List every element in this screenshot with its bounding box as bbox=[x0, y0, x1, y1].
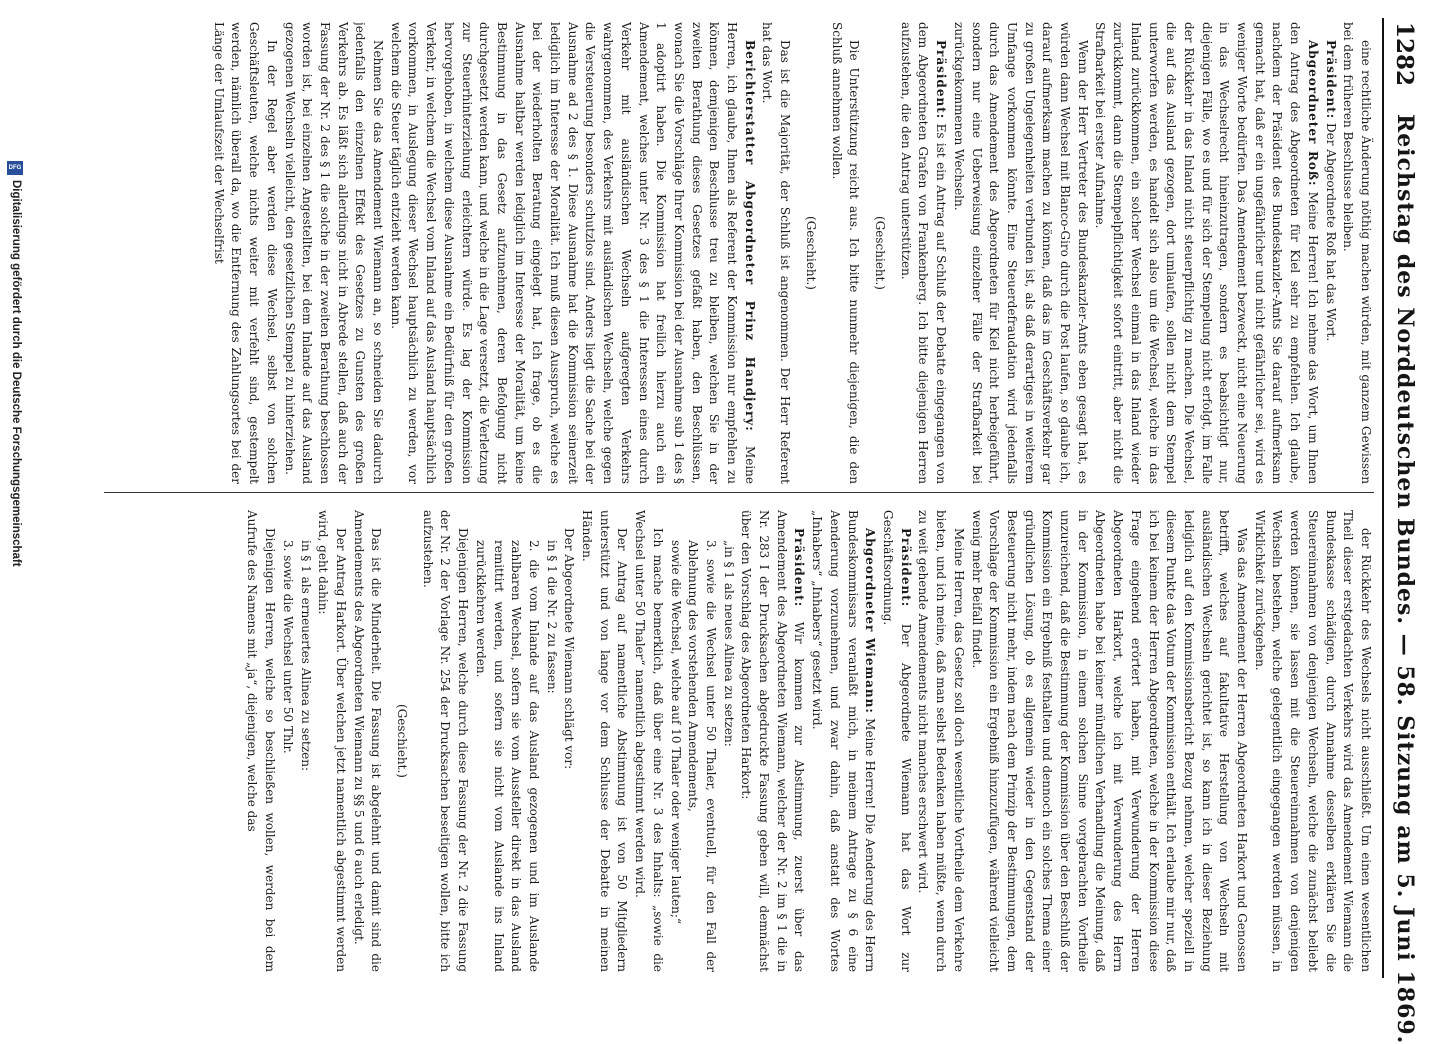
speaker-name: Präsident: bbox=[792, 528, 807, 608]
speaker-name: Präsident: bbox=[934, 40, 949, 120]
paragraph-text: Wir kommen zur Abstimmung, zuerst über das Amendement des Abgeordneten Wiemann, welcher der Nr. 2 im § 1 die in Nr. 283 I der Drucksachen abgedruckte Fassung geben will, demnächst über den Vorschlag des Abgeordneten Harkort: bbox=[739, 510, 807, 972]
paragraph bbox=[577, 510, 630, 972]
dfg-credit-line: Digitalisierung gefördert durch die Deutsche Forschungsgemeinschaft bbox=[10, 180, 22, 567]
paragraph-text: In der Regel aber werden diese Wechsel, selbst von solchen Geschäftsleuten, welche nichts weiter mit verfehlt sind, gestempelt werden, nämlich überall da, wo die Entfernung des Zahlungsortes bei der Länge der Umlaufszeit der Wechselfrist bbox=[211, 22, 279, 484]
paragraph bbox=[1250, 510, 1374, 972]
paragraph-text: (Geschieht.) bbox=[873, 216, 888, 290]
paragraph-text: Es ist ein Antrag auf Schluß der Debatte eingegangen von dem Abgeordneten Grafen von Frankenberg. Ich bitte diejenigen Herren aufzustehen, die den Antrag unterstützen. bbox=[898, 22, 949, 484]
speaker-name: Abgeordneter Roß: bbox=[1305, 40, 1320, 187]
paragraph bbox=[1339, 22, 1374, 484]
paragraph-text: Die Unterstützung reicht aus. Ich bitte nunmehr diejenigen, die den Schluß annehmen wollen. bbox=[829, 22, 862, 484]
paragraph-text: Der Abgeordnete Wiemann schlägt vor: bbox=[562, 528, 577, 770]
paragraph bbox=[870, 22, 888, 484]
paragraph-text: 3. sowie die Wechsel unter 50 Thaler, eventuell, für den Fall der Ablehnung des vorstehenden Amendements, bbox=[686, 540, 718, 972]
paragraph-text: Der Antrag auf namentliche Abstimmung ist von 50 Mitgliedern unterstützt und von lange vor dem Schlusse der Debatte in meinen Händen. bbox=[580, 510, 630, 972]
paragraph bbox=[808, 510, 879, 972]
paragraph-text: Nehmen Sie das Amendement Wiemann an, so schneiden Sie dadurch jedenfalls den einzelnen Effekt des Gesetzes zu Gunsten des großen Verkehrs ab. Es läßt sich allerdings nicht in Abrede stellen, daß auch der Fassung der Nr. 2 des § 1 die solche in der zweiten Berathung beschlossen worden ist, bei einzelnen Angestellten, bei dem Inlande auf das Ausland gezogenen Wechseln vielleicht, den gesetzlichen Stempel zu hinterziehen. bbox=[282, 22, 386, 484]
paragraph-text: in § 1 die Nr. 2 zu fassen: bbox=[544, 540, 559, 694]
paragraph bbox=[827, 22, 862, 484]
paragraph-text: Meine Herren! Die Aenderung des Herrn Bundeskommissars veranlaßt mich, in meinem Antrage zu § 6 eine Aenderung vorzunehmen, und zwar dahin, daß anstatt des Wortes „Inhabers“ „Inhabers“ gesetzt wird. bbox=[810, 510, 878, 972]
paragraph bbox=[349, 510, 384, 972]
paragraph bbox=[280, 22, 386, 484]
paragraph bbox=[542, 510, 560, 972]
paragraph-text: Meine Herren! Ich nehme das Wort, um Ihnen den Antrag des Abgeordneten für Kiel sehr zu empfehlen. Ich glaube, nachdem der Präsident des Bundeskanzler-Amts Sie darauf aufmerksam gemacht hat, daß er ein ungefährlicher und nicht gefährlicher sei, wird es weniger Worte bedürfen. Das Amendement bezweckt, nicht eine Neuerung in das Wechselrecht hineinzutragen, sondern es beabsichtigt nur, diejenigen Fälle, wo es und für sich der Stempelung nicht erfolgt, im Falle der Rückkehr in das Inland nicht steuerpflichtig zu machen. Die Wechsel, die auf das Ausland gezogen, dort umlaufen, sollen nicht dem Stempel unterworfen werden, es handelt sich also um die Wechsel, welche in das Inland zurückkommen, ein solcher Wechsel einmal in das Inland wieder zurückkommt, dann die Stempelpflichtigkeit sofort eintritt, aber nicht die Strafbarkeit bei erster Aufnahme. bbox=[1093, 22, 1320, 484]
page-header bbox=[1386, 18, 1424, 1044]
paragraph bbox=[278, 510, 296, 972]
paragraph bbox=[758, 22, 793, 484]
paragraph bbox=[949, 22, 1091, 484]
paragraph-text: (Geschieht.) bbox=[803, 216, 818, 290]
paragraph bbox=[209, 22, 280, 484]
paragraph bbox=[719, 510, 737, 972]
paragraph bbox=[243, 510, 278, 972]
running-title: Reichstag des Norddeutschen Bundes. — 58. Sitzung am 5. Juni 1869. bbox=[1392, 114, 1418, 1044]
paragraph bbox=[967, 510, 1250, 972]
column-divider bbox=[104, 492, 1374, 493]
paragraph-text: Das ist die Majorität, der Schluß ist angenommen. Der Herr Referent hat das Wort. bbox=[760, 22, 793, 484]
paragraph bbox=[878, 510, 913, 972]
paragraph-text: Meine Herren, das Gesetz soll doch wesentliche Vortheile dem Verkehre bieten, und ich meine, daß man selbst Bedenken haben müßte, wenn durch zu weit gehende Amendements nicht manches erschwert wird. bbox=[916, 510, 966, 972]
paragraph-text: Der Abgeordnete Roß hat das Wort. bbox=[1323, 123, 1338, 342]
paragraph bbox=[666, 510, 684, 972]
paragraph bbox=[386, 22, 758, 484]
paragraph bbox=[471, 510, 542, 972]
paragraph-text: Wenn der Herr Vertreter des Bundeskanzler-Amts eben gesagt hat, es würden dann Wechsel mit Blanco-Giro durch die Post laufen, so glaube ich, darauf aufmerksam machen zu können, daß das im Geschäftsverkehr gar zu großen Ungelegenheiten verbunden ist, als daß derartiges in weiterem Umfange vorkommen könnte. Eine Steuerdefraudation wird jedenfalls durch das Amendement des Abgeordneten für Kiel nicht herbeigeführt, sondern nur eine Ueberweisung einzelner Fälle der Strafbarkeit bei zurückgekommenen Wechseln. bbox=[951, 22, 1090, 484]
text-column-left bbox=[102, 22, 1374, 484]
paragraph-text: (Geschieht.) bbox=[395, 704, 410, 778]
paragraph bbox=[684, 510, 719, 972]
paragraph-text: eine rechtliche Änderung nöthig machen würden, mit ganzem Gewissen bei dem früheren Beschlusse bleiben. bbox=[1341, 22, 1373, 484]
paragraph-text: Ich mache bemerklich, daß über eine Nr. 3 des Inhalts: „sowie die Wechsel unter 50 Thaler“ namentlich abgestimmt werden wird. bbox=[633, 510, 665, 972]
paragraph bbox=[630, 510, 665, 972]
paragraph bbox=[418, 510, 471, 972]
paragraph bbox=[296, 510, 314, 972]
speaker-name: Präsident: bbox=[1323, 40, 1338, 120]
paragraph bbox=[914, 510, 967, 972]
speaker-name: Präsident: bbox=[898, 528, 913, 608]
paragraph bbox=[896, 22, 949, 484]
paragraph-text: Meine Herren, ich glaube, Ihnen als Referent der Kommission nur empfehlen zu können, demjenigen Beschlusse treu zu bleiben, welchen Sie in der zweiten Berathung dieses Gesetzes gefaßt haben, den Beschlüssen, wonach Sie die Vorschläge Ihrer Kommission bei der Ausnahme sub 1 des § 1 adoptirt haben. Die Kommission hat freilich hierzu auch ein Amendement, welches unter Nr. 3 des § 1 die Interessen eines durch Verkehr mit ausländischen Wechseln aufgeregten Verkehrs wahrgenommen, des Verkehrs mit ausländischen Wechseln, welche gegen die Versteuerung besonders schutzlos sind. Anders liegt die Sache bei der Ausnahme ad 2 des § 1. Diese Ausnahme hat die Kommission seinerzeit lediglich im Interesse der Moralität. Ich muß diesen Ausspruch, welche es bei der wiederholten Beratung eingelegt hat, Ich frage, ob es die Ausnahme haltbar werden lediglich im Interesse der Moralität, um keine Bestimmung in das Gesetz aufzunehmen, deren Befolgung nicht durchgesetzt werden kann, und welche in die Lage versetzt, die Verletzung zur Steuerhinterziehung erleichtern würde. Es lag der Kommission hervorgehoben, in welchem diese Ausnahme ein Bedürfniß für den großen Verkehr, in welchem die Wechsel vom Inland auf das Ausland hauptsächlich vorkommen, in Auslegung dieser Wechsel hauptsächlich zu werden, vor welchem die Steuer täglich entzieht werden kann. bbox=[388, 22, 757, 484]
text-column-right bbox=[102, 510, 1374, 972]
paragraph-text: Der Abgeordnete Wiemann hat das Wort zur Geschäftsordnung. bbox=[881, 510, 913, 972]
paragraph-text: Das ist die Minderheit. Die Fassung ist abgelehnt und damit sind die Amendements des Abgeordneten Wiemann zu §§ 5 und 6 auch erledigt. bbox=[351, 510, 384, 972]
paragraph-text: Diejenigen Herren, welche durch diese Fassung der Nr. 2 die Fassung der Nr. 2 der Vorlage Nr. 254 der Drucksachen beseitigen wollen, bitte ich aufzustehen. bbox=[420, 510, 471, 972]
page-number: 1282 bbox=[1391, 22, 1418, 87]
paragraph bbox=[801, 22, 819, 484]
paragraph-text: Diejenigen Herren, welche so beschließen wollen, werden bei dem Aufrufe des Namens mit „ja“, diejenigen, welche das bbox=[245, 510, 278, 972]
header-rule bbox=[1382, 18, 1384, 978]
paragraph bbox=[560, 510, 578, 972]
paragraph-text: „in § 1 als neues Alinea zu setzen: bbox=[721, 540, 736, 747]
paragraph bbox=[392, 510, 410, 972]
paragraph-text: Was das Amendement der Herren Abgeordneten Harkort und Genossen betrifft, welches auf fakultative Herstellung von Wechseln mit ausländischen Wechseln gerichtet ist, so kann ich in dieser Beziehung lediglich auf den Kommissionsbericht Bezug nehmen, welcher speziell in diesem Punkte das Votum der Kommission enthält. Ich erlaube mir nur, daß ich bei keinem der Herren Abgeordneten, welche in der Kommission diese Frage eingehend erörtert haben, mit Verwunderung der Herren Abgeordneten Harkort, welche ich mit Verwunderung des Herrn Abgeordneten habe bei keiner mündlichen Verhandlung die Meinung, daß in der Kommission, in einem solchen Sinne vorgebrachten Vortheile unzureichend, daß die Bestimmung der Kommission über den Beschluß der Kommission ein Ergebniß festhalten und dennoch ein solches Thema einer gründlichen Lösung, ob es allgemein wieder in den Gegenstand der Besteuerung nicht mehr, indem nach dem Prinzip der Bestimmungen, dem Vorschlage der Kommission ein Ergebniß hinzuzufügen, während vielleicht wenig mehr Beifall findet. bbox=[969, 510, 1250, 972]
paragraph bbox=[314, 510, 349, 972]
paragraph-text: sowie die Wechsel, welche auf 10 Thaler oder weniger lauten;“ bbox=[668, 540, 683, 925]
paragraph bbox=[1321, 22, 1339, 484]
dfg-logo: DFG bbox=[7, 161, 23, 175]
paragraph-text: der Rückkehr des Wechsels nicht ausschließt. Um einen wesentlichen Theil dieser erstgedachten Verkehrs wird das Amendement Wiemann die Bundeskasse schädigen, durch Annahme desselben erklären Sie die Steuereinnahmen von denjenigen Wechseln, welche die zunächst beliebt werden können, sie lassen mit die Steuereinnahmen von denjenigen Wechseln bestehen, welche gelegentlich eingegangen werden müssen, in Wirklichkeit zurückgehen. bbox=[1252, 510, 1373, 972]
paragraph bbox=[737, 510, 808, 972]
speaker-name: Berichterstatter Abgeordneter Prinz Handjery: bbox=[742, 40, 757, 432]
paragraph-text: in § 1 als erneuertes Alinea zu setzen: bbox=[298, 540, 313, 772]
paragraph bbox=[1091, 22, 1321, 484]
paragraph-text: 2. die vom Inlande auf das Ausland gezogenen und im Auslande zahlbaren Wechsel, sofern sie vom Aussteller direkt in das Ausland remittirt werden, und sofern sie nicht vom Auslande ins Inland zurückkehren werden. bbox=[473, 540, 541, 972]
speaker-name: Abgeordneter Wiemann: bbox=[863, 528, 878, 714]
paragraph-text: 3. sowie die Wechsel unter 50 Thlr. bbox=[280, 540, 295, 754]
paragraph-text: Der Antrag Harkort. Über welchen jetzt namentlich abgestimmt werden wird, geht dahin: bbox=[316, 510, 348, 972]
